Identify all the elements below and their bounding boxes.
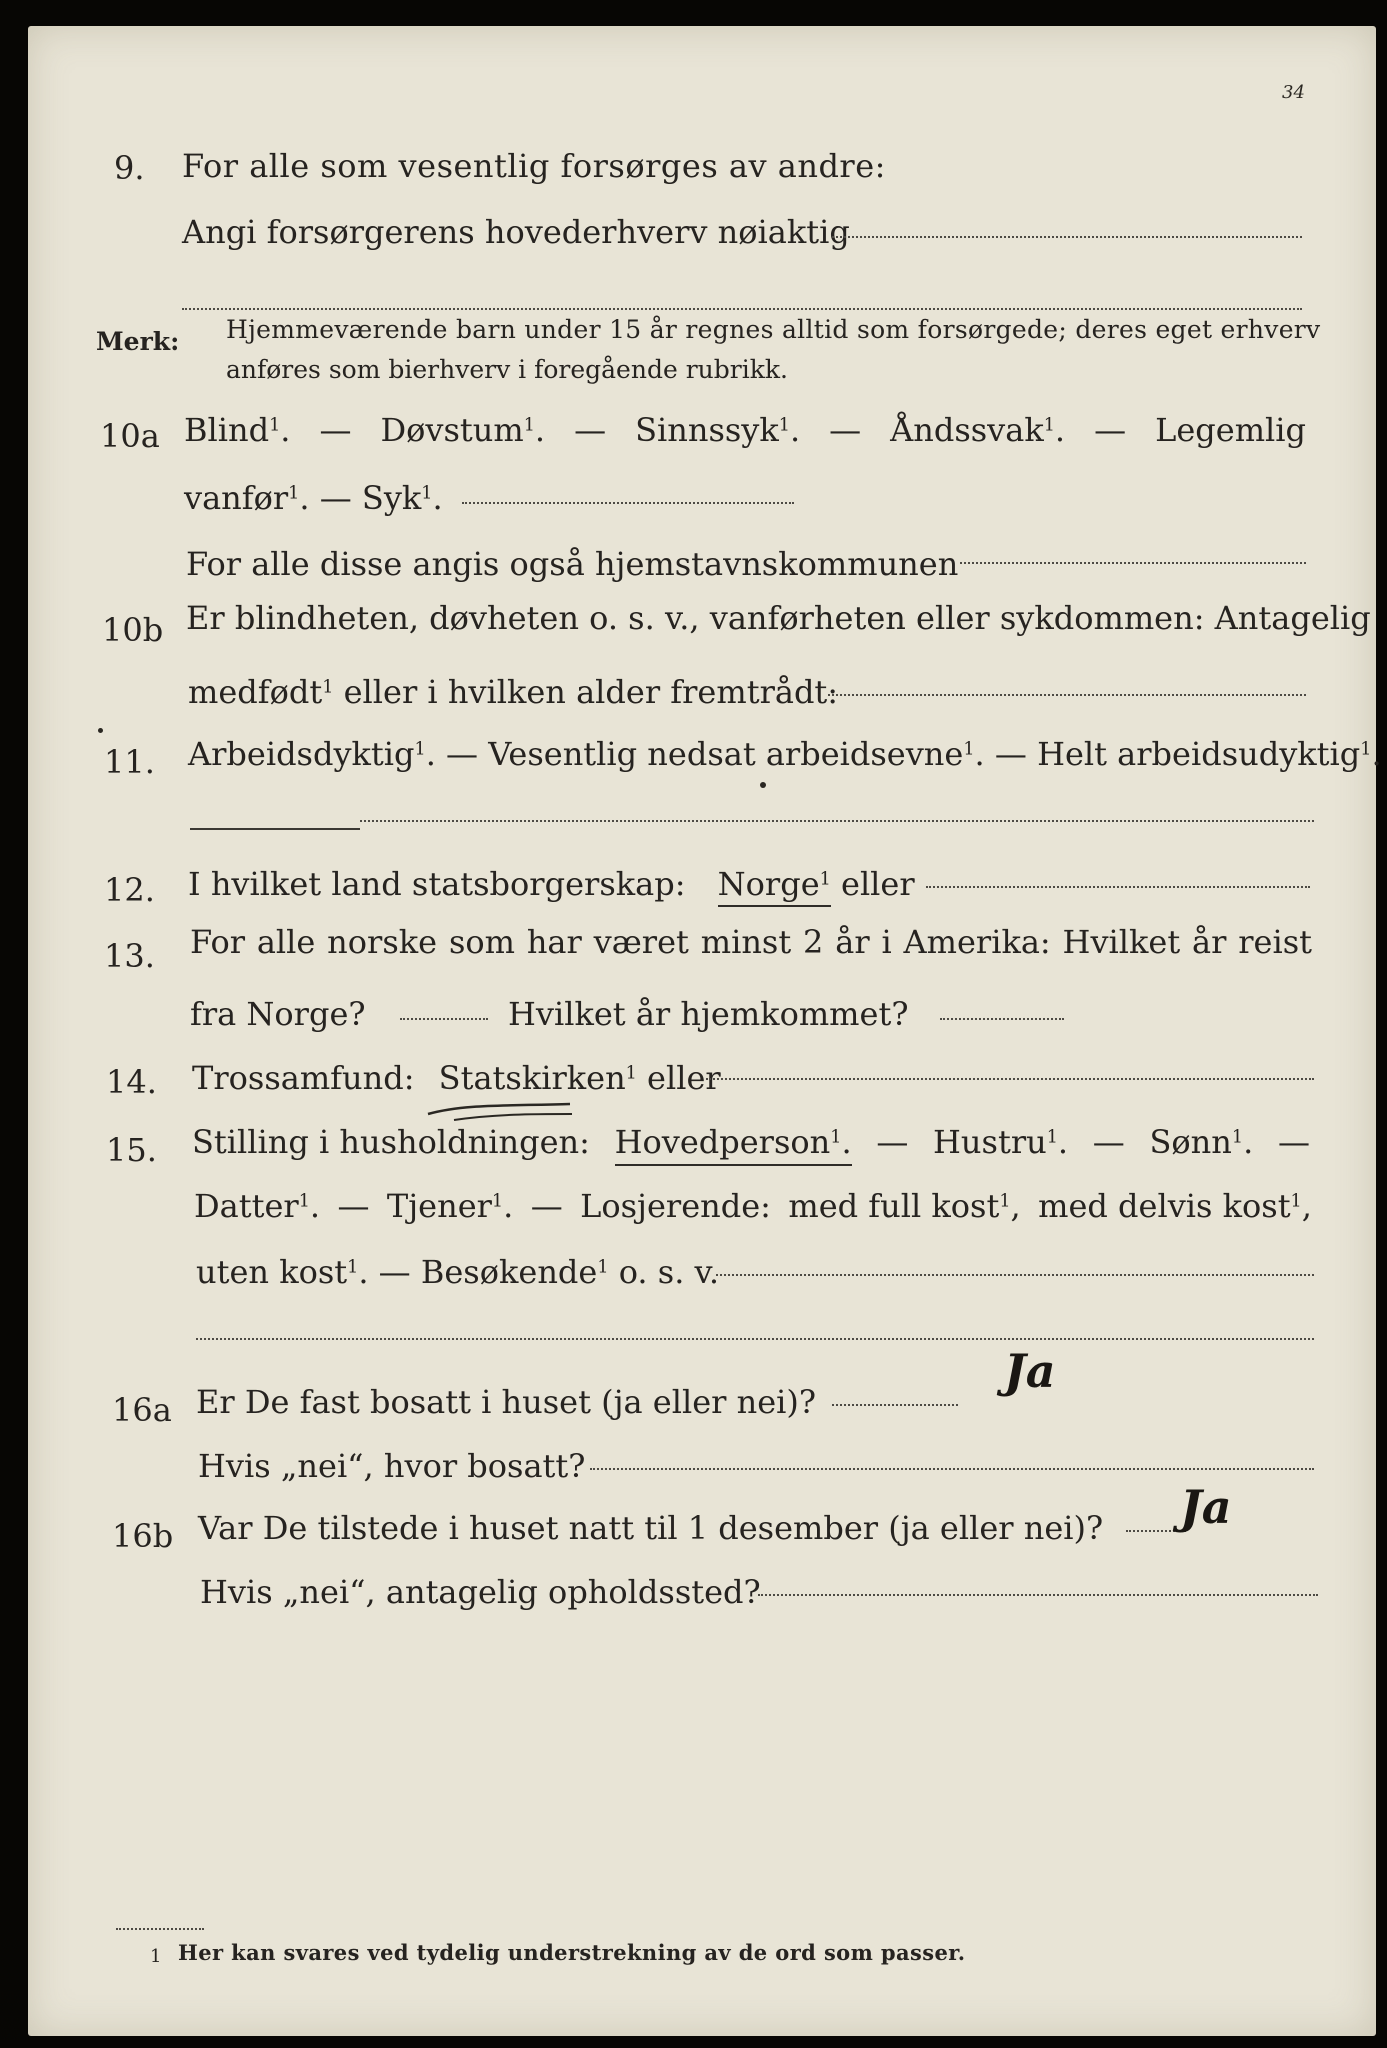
q10a-hjemstavn-line[interactable] [960, 562, 1306, 564]
footnote-text: Her kan svares ved tydelig understrekning av de ord som passer. [178, 1940, 966, 1965]
option-delvis-kost[interactable]: med delvis kost$^1$, [1038, 1187, 1312, 1225]
q10b-line-2 [188, 672, 838, 712]
q11-answer-line[interactable] [360, 820, 1314, 822]
q10a-answer-line[interactable] [462, 502, 794, 504]
q13-hjemkommet-label: Hvilket år hjemkommet? [508, 995, 909, 1033]
q15-line-2 [194, 1186, 1312, 1226]
q14-text [192, 1058, 721, 1098]
q10a-line-1 [184, 410, 1306, 450]
option-andssvak[interactable]: Åndssvak$^1$. [890, 411, 1066, 449]
dash: — [446, 735, 479, 773]
q16b-followup: Hvis „nei“, antagelig opholdssted? [200, 1573, 761, 1611]
dash: — [829, 411, 862, 449]
q14-answer-line[interactable] [706, 1078, 1314, 1080]
q9-answer-line[interactable] [832, 236, 1302, 238]
option-nedsat-arbeidsevne[interactable]: Vesentlig nedsat arbeidsevne$^1$. [488, 735, 985, 773]
q15-number: 15. [106, 1131, 157, 1169]
option-blind[interactable]: Blind$^1$. [184, 411, 291, 449]
q13-hjemkommet-line[interactable] [940, 1018, 1064, 1020]
dash: — [876, 1123, 909, 1161]
dash: — [1092, 1123, 1125, 1161]
ink-dot [760, 782, 766, 788]
dash: — [1094, 411, 1127, 449]
q16a-answer-line[interactable] [832, 1404, 958, 1406]
q16b-question: Var De tilstede i huset natt til 1 desember (ja eller nei)? [198, 1509, 1104, 1547]
dash: — [574, 411, 607, 449]
q13-fra-norge-line[interactable] [400, 1018, 488, 1020]
q10b-line-1: Er blindheten, døvheten o. s. v., vanførheten eller sykdommen: Antagelig [186, 599, 1371, 637]
option-hovedperson[interactable]: Hovedperson$^1$. [615, 1122, 852, 1166]
dash: — [337, 1187, 370, 1225]
q15-answer-line[interactable] [716, 1274, 1314, 1276]
q16b-answer-line[interactable] [1126, 1530, 1186, 1532]
dash: — [1277, 1123, 1310, 1161]
footnote-marker: 1 [150, 1946, 162, 1967]
option-sinnssyk[interactable]: Sinnssyk$^1$. [635, 411, 801, 449]
q15-osv: o. s. v. [618, 1253, 719, 1291]
q14-label: Trossamfund: [192, 1059, 415, 1097]
option-sonn[interactable]: Sønn$^1$. [1149, 1123, 1254, 1161]
q16a-handwritten-answer: Ja [1004, 1344, 1056, 1398]
option-norge[interactable]: Norge$^1$ [718, 865, 831, 907]
q12-number: 12. [104, 871, 155, 909]
option-vanfor[interactable]: vanfør$^1$. [184, 479, 310, 517]
option-hustru[interactable]: Hustru$^1$. [933, 1123, 1069, 1161]
q16a-number: 16a [112, 1391, 172, 1429]
dash: — [319, 411, 352, 449]
footnote-rule [116, 1928, 204, 1930]
losjerende-label: Losjerende: [580, 1187, 771, 1225]
option-medfodt[interactable]: medfødt$^1$ [188, 673, 334, 711]
q12-text [188, 864, 915, 904]
q14-eller: eller [647, 1059, 721, 1097]
option-statskirken[interactable]: Statskirken$^1$ [438, 1059, 637, 1097]
q16b-number: 16b [112, 1517, 174, 1555]
option-full-kost[interactable]: med full kost$^1$, [788, 1187, 1021, 1225]
option-arbeidsdyktig[interactable]: Arbeidsdyktig$^1$. [188, 735, 436, 773]
note-line-1: Hjemmeværende barn under 15 år regnes alltid som forsørgede; deres eget erhverv [226, 315, 1321, 344]
q9-answer-line-2[interactable] [182, 308, 1302, 310]
q9-text: For alle som vesentlig forsørges av andre: [182, 147, 886, 185]
q15-line-1 [192, 1122, 1310, 1166]
option-uten-kost[interactable]: uten kost$^1$. [196, 1253, 369, 1291]
option-syk[interactable]: Syk$^1$. [361, 479, 443, 517]
note-line-2: anføres som bierhverv i foregående rubrikk. [226, 355, 788, 384]
q11-answer-line-solid [190, 828, 360, 830]
q13-number: 13. [104, 937, 155, 975]
q14-number: 14. [106, 1063, 157, 1101]
page-corner-mark: 34 [1282, 82, 1305, 103]
option-arbeidsudyktig[interactable]: Helt arbeidsudyktig$^1$. [1037, 735, 1382, 773]
q11-number: 11. [104, 743, 155, 781]
statskirken-underline [424, 1100, 574, 1122]
q10b-number: 10b [102, 611, 164, 649]
option-tjener[interactable]: Tjener$^1$. [386, 1187, 514, 1225]
dash: — [319, 479, 352, 517]
q12-eller: eller [841, 865, 915, 903]
q11-options [188, 734, 1382, 774]
q16b-followup-line[interactable] [758, 1594, 1318, 1596]
option-legemlig[interactable]: Legemlig [1155, 411, 1306, 449]
q12-label: I hvilket land statsborgerskap: [188, 865, 686, 903]
q15-label: Stilling i husholdningen: [192, 1123, 590, 1161]
q16a-question: Er De fast bosatt i huset (ja eller nei)? [196, 1383, 817, 1421]
q9-subquestion: Angi forsørgerens hovederhverv nøiaktig [182, 213, 850, 251]
q9-number: 9. [114, 149, 145, 187]
q10a-hjemstavn: For alle disse angis også hjemstavnskommunen [186, 545, 959, 583]
q10b-answer-line[interactable] [828, 694, 1306, 696]
q15-line-3 [196, 1252, 719, 1292]
option-besokende[interactable]: Besøkende$^1$ [420, 1253, 609, 1291]
ink-dot [98, 728, 103, 733]
q10b-alder-label: eller i hvilken alder fremtrådt: [343, 673, 839, 711]
q16a-followup: Hvis „nei“, hvor bosatt? [198, 1447, 586, 1485]
dash: — [378, 1253, 411, 1291]
dash: — [530, 1187, 563, 1225]
q12-answer-line[interactable] [926, 886, 1310, 888]
q13-line-1: For alle norske som har været minst 2 år i Amerika: Hvilket år reist [190, 923, 1312, 961]
option-dovstum[interactable]: Døvstum$^1$. [380, 411, 546, 449]
note-label: Merk: [96, 327, 180, 356]
q10a-line-2 [184, 478, 443, 518]
dash: — [994, 735, 1027, 773]
q10a-number: 10a [100, 417, 160, 455]
q15-answer-line-2[interactable] [196, 1338, 1314, 1340]
q13-fra-norge-label: fra Norge? [190, 995, 366, 1033]
q16b-handwritten-answer: Ja [1180, 1480, 1232, 1534]
option-datter[interactable]: Datter$^1$. [194, 1187, 321, 1225]
q16a-followup-line[interactable] [590, 1468, 1314, 1470]
